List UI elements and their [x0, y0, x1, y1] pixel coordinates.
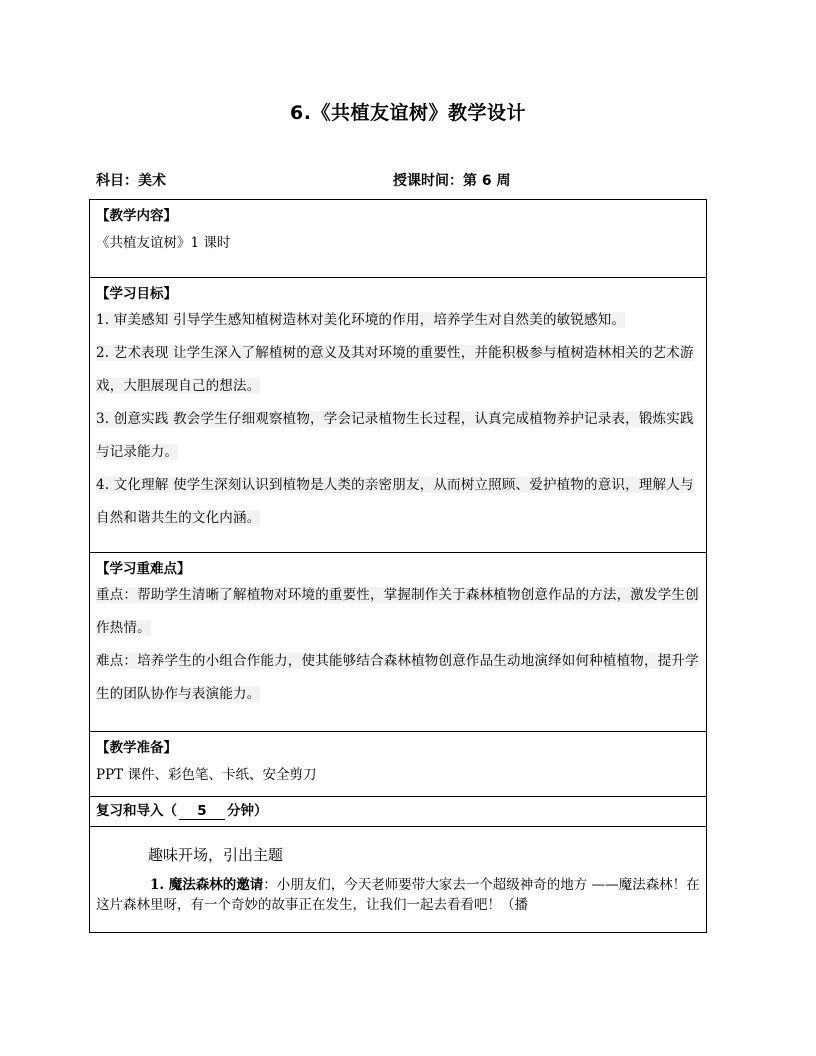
- preparation-text: PPT 课件、彩色笔、卡纸、安全剪刀: [96, 767, 317, 783]
- review-intro-section: [90, 797, 706, 827]
- goal-item: 2. 艺术表现 让学生深入了解植树的意义及其对环境的重要性，并能积极参与植树造林相关的艺术游戏，大胆展现自己的想法。: [96, 345, 694, 394]
- class-time-label: 授课时间：第 6 周: [393, 173, 511, 189]
- difficult-point-item: 难点：培养学生的小组合作能力，使其能够结合森林植物创意作品生动地演绎如何种植植物，提升学生的团队协作与表演能力。: [96, 653, 699, 702]
- subject-label: 科目：美术: [96, 173, 166, 189]
- intro-title: 趣味开场，引出主题: [148, 846, 284, 864]
- intro-activity-section: [90, 827, 706, 932]
- intro-lead: 1. 魔法森林的邀请: [150, 877, 264, 893]
- goal-item: 3. 创意实践 教会学生仔细观察植物，学会记录植物生长过程，认真完成植物养护记录表，锻炼实践与记录能力。: [96, 411, 694, 460]
- key-points-section: [90, 553, 706, 732]
- section-heading: 【学习目标】: [96, 286, 177, 302]
- section-heading: 【教学内容】: [96, 208, 177, 224]
- review-intro-heading: 复习和导入（ 5 分钟）: [96, 803, 268, 819]
- teaching-content-section: [90, 200, 706, 278]
- learning-goals-section: [90, 278, 706, 553]
- section-heading: 【学习重难点】: [96, 561, 191, 577]
- review-minutes-value: 5: [179, 803, 225, 820]
- document-title: 6.《共植友谊树》教学设计: [290, 102, 526, 124]
- key-points-list: [96, 579, 700, 711]
- preparation-section: [90, 732, 706, 797]
- intro-text: ：小朋友们，今天老师要带大家去一个超级神奇的地方 ——魔法森林！在这片森林里呀，有一个奇妙的故事正在发生，让我们一起去看看吧！（播: [96, 877, 700, 913]
- goals-list: [96, 304, 700, 535]
- section-heading: 【教学准备】: [96, 740, 177, 756]
- teaching-content-text: 《共植友谊树》1 课时: [96, 235, 231, 251]
- goal-item: 1. 审美感知 引导学生感知植树造林对美化环境的作用，培养学生对自然美的敏锐感知。: [96, 312, 626, 328]
- key-point-item: 重点：帮助学生清晰了解植物对环境的重要性，掌握制作关于森林植物创意作品的方法，激发学生创作热情。: [96, 587, 699, 636]
- goal-item: 4. 文化理解 使学生深刻认识到植物是人类的亲密朋友，从而树立照顾、爱护植物的意识，理解人与自然和谐共生的文化内涵。: [96, 477, 694, 526]
- intro-paragraph: [96, 875, 700, 915]
- lesson-plan-table: [89, 199, 707, 933]
